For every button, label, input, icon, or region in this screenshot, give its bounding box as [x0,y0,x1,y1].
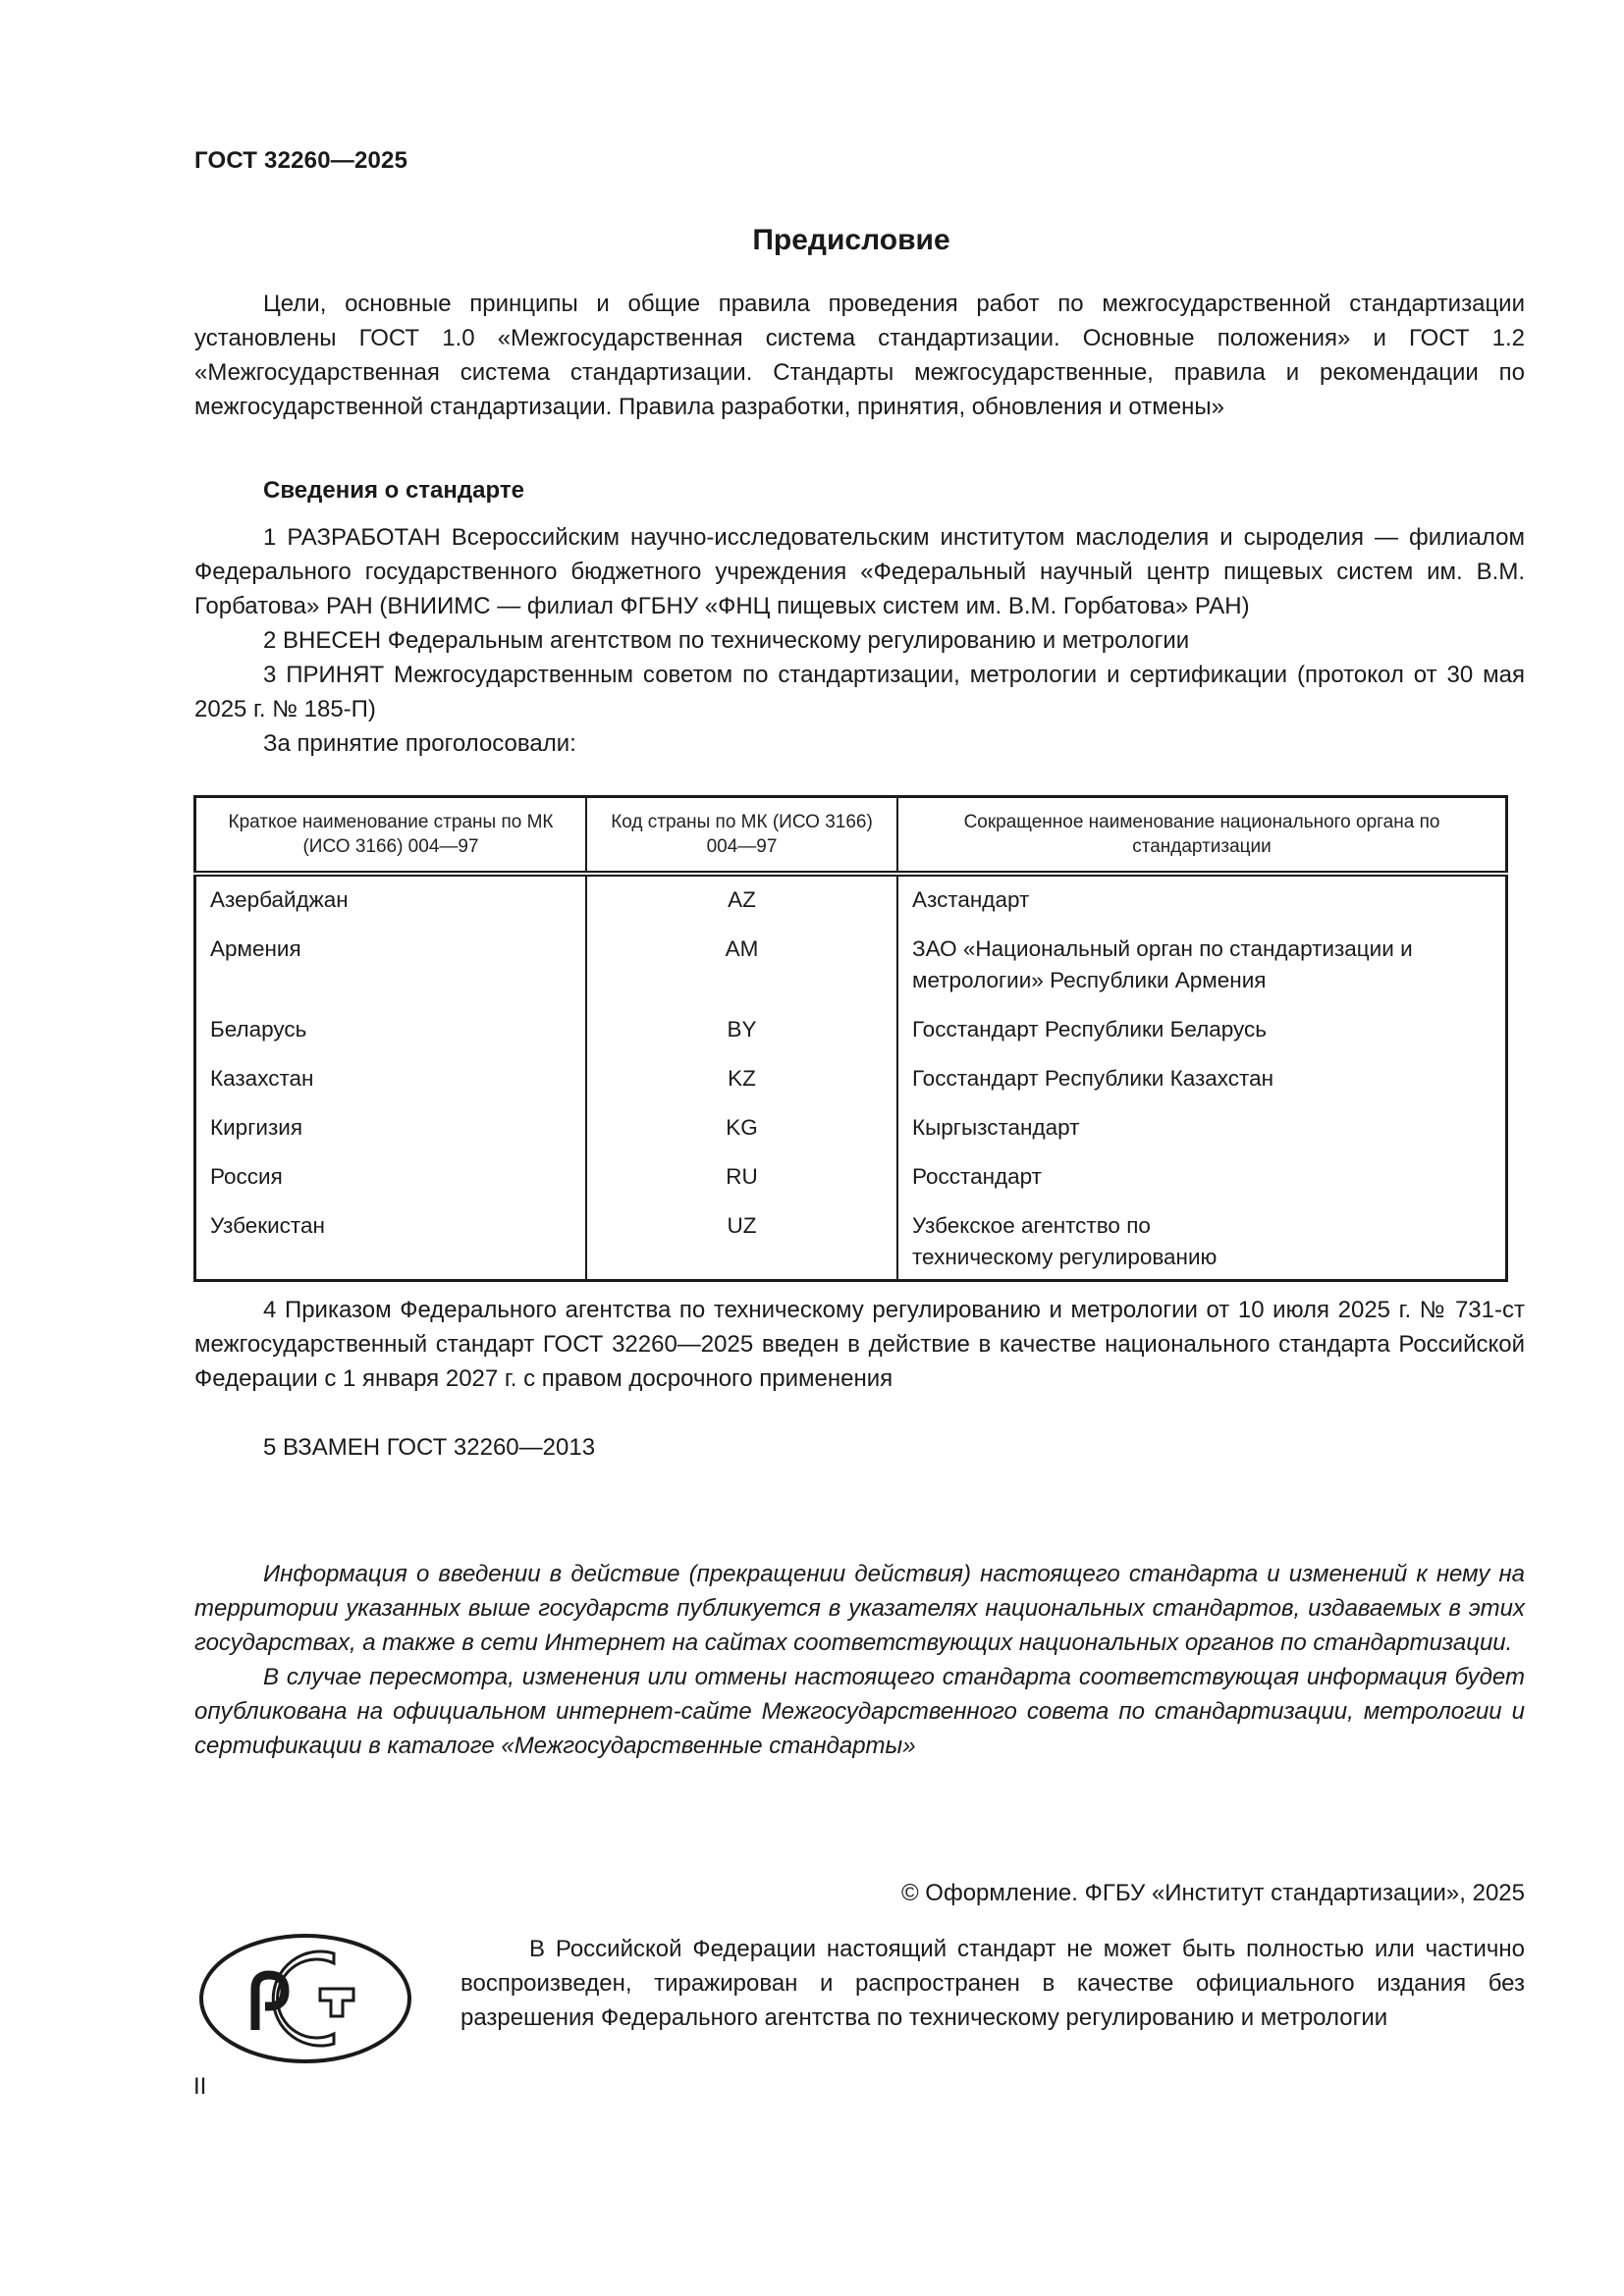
page-number: II [193,2073,207,2100]
code-cell: KZ [586,1063,897,1112]
rst-gost-logo-icon [196,1932,414,2065]
info-item-5: 5 ВЗАМЕН ГОСТ 32260—2013 [263,1434,596,1461]
body-cell: Росстандарт [897,1161,1507,1210]
table-row [195,874,1507,934]
table-row [195,1014,1507,1063]
header-national-body: Сокращенное наименование национального органа по стандартизации [897,797,1507,875]
table-row [195,1112,1507,1161]
header-code: Код страны по МК (ИСО 3166) 004—97 [586,797,897,875]
copyright-text: © Оформление. ФГБУ «Институт стандартизации», 2025 [900,1880,1525,1906]
standard-info-heading: Сведения о стандарте [263,477,524,504]
body-cell: Госстандарт Республики Беларусь [897,1014,1507,1063]
country-cell: Беларусь [195,1014,587,1063]
info-item-2: 2 ВНЕСЕН Федеральным агентством по техническому регулированию и метрологии [263,627,1190,654]
country-cell: Узбекистан [195,1210,587,1281]
standard-info-items [194,520,1525,761]
info-item-4: 4 Приказом Федерального агентства по техническому регулированию и метрологии от 10 июля 2025 г. № 731-ст межгосударственный стандарт ГОСТ 32260—2025 введен в действие в качестве национального стандарта Российской Федерации с 1 января 2027 г. с правом досрочного применения [194,1297,1525,1392]
table-row [195,1210,1507,1281]
code-cell: UZ [586,1210,897,1281]
intro-section [194,287,1525,424]
table-row [195,1063,1507,1112]
page-title: Предисловие [752,224,950,256]
code-cell: AM [586,934,897,1014]
legal-notice [460,1932,1525,2035]
body-cell: Кыргызстандарт [897,1112,1507,1161]
country-cell: Киргизия [195,1112,587,1161]
replacement-section [194,1430,1525,1465]
vote-table [193,795,1508,1282]
body-cell: Азстандарт [897,874,1507,934]
table-row [195,1161,1507,1210]
intro-paragraph: Цели, основные принципы и общие правила проведения работ по межгосударственной стандартизации установлены ГОСТ 1.0 «Межгосударственная система стандартизации. Основные положения» и ГОСТ 1.2 «Межгосударственная система стандартизации. Стандарты межгосударственные, правила и рекомендации по межгосударственной стандартизации. Правила разработки, принятия, обновления и отмены» [194,291,1525,420]
body-cell: Госстандарт Республики Казахстан [897,1063,1507,1112]
info-item-3: 3 ПРИНЯТ Межгосударственным советом по стандартизации, метрологии и сертификации (протокол от 30 мая 2025 г. № 185-П) [194,662,1525,722]
notice-paragraph-1: Информация о введении в действие (прекращении действия) настоящего стандарта и изменений к нему на территории указанных выше государств публикуется в указателях национальных стандартов, издаваемых в этих государствах, а также в сети Интернет на сайтах соответствующих национальных органов по стандартизации. [194,1561,1525,1656]
body-cell: ЗАО «Национальный орган по стандартизации и метрологии» Республики Армения [897,934,1507,1014]
notice-section [194,1557,1525,1763]
code-cell: KG [586,1112,897,1161]
code-cell: BY [586,1014,897,1063]
country-cell: Казахстан [195,1063,587,1112]
table-header-row [195,797,1507,875]
voted-label: За принятие проголосовали: [263,730,576,757]
country-cell: Азербайджан [195,874,587,934]
country-cell: Армения [195,934,587,1014]
enactment-section [194,1293,1525,1396]
page-header-code: ГОСТ 32260—2025 [194,147,408,174]
body-cell: Узбекское агентство по техническому регулированию [897,1210,1507,1281]
standard-info-section [194,473,1525,507]
header-country: Краткое наименование страны по МК (ИСО 3166) 004—97 [195,797,587,875]
country-cell: Россия [195,1161,587,1210]
info-item-1: 1 РАЗРАБОТАН Всероссийским научно-исследовательским институтом маслоделия и сыроделия — филиалом Федерального государственного бюджетного учреждения «Федеральный научный центр пищевых систем им. В.М. Горбатова» РАН (ВНИИМС — филиал ФГБНУ «ФНЦ пищевых систем им. В.М. Горбатова» РАН) [194,524,1525,619]
code-cell: RU [586,1161,897,1210]
table-row [195,934,1507,1014]
legal-text: В Российской Федерации настоящий стандарт не может быть полностью или частично воспроизведен, тиражирован и распространен в качестве официального издания без разрешения Федерального агентства по техническому регулированию и метрологии [460,1936,1525,2031]
code-cell: AZ [586,874,897,934]
notice-paragraph-2: В случае пересмотра, изменения или отмены настоящего стандарта соответствующая информация будет опубликована на официальном интернет-сайте Межгосударственного совета по стандартизации, метрологии и сертификации в каталоге «Межгосударственные стандарты» [194,1664,1525,1759]
